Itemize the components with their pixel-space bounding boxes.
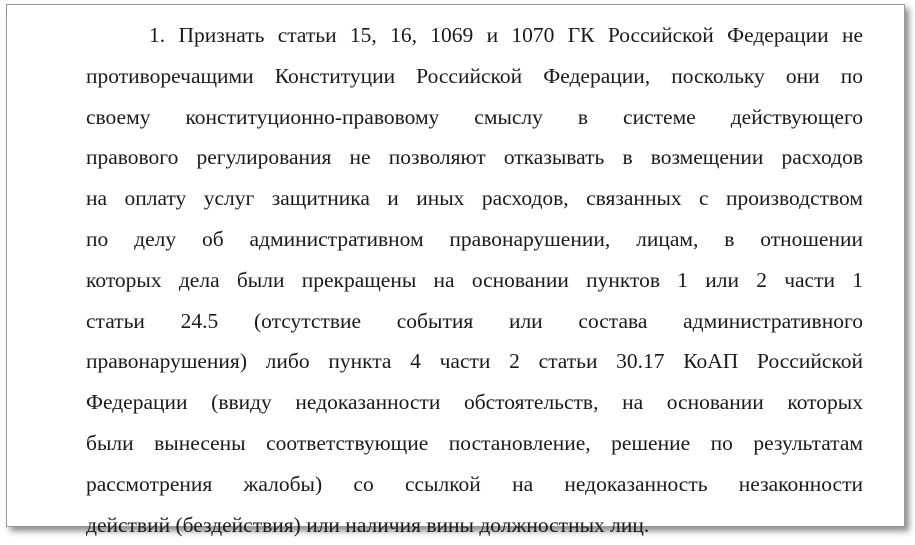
text-line: действий (бездействия) или наличия вины должностных лиц.	[86, 512, 650, 537]
text-line: противоречащими Конституции Российской Федерации, поскольку они по	[86, 63, 863, 88]
text-line: которых дела были прекращены на основании пунктов 1 или 2 части 1	[86, 267, 863, 292]
document-frame	[6, 4, 905, 537]
text-line: рассмотрения жалобы) со ссылкой на недоказанность незаконности	[86, 471, 863, 496]
text-line: Федерации (ввиду недоказанности обстоятельств, на основании которых	[86, 390, 863, 415]
text-line: правонарушения) либо пункта 4 части 2 статьи 30.17 КоАП Российской	[86, 349, 863, 374]
text-line: были вынесены соответствующие постановление, решение по результатам	[86, 430, 863, 455]
text-line: правового регулирования не позволяют отказывать в возмещении расходов	[86, 145, 863, 170]
text-line: на оплату услуг защитника и иных расходов, связанных с производством	[86, 186, 863, 211]
text-line: статьи 24.5 (отсутствие события или состава административного	[86, 308, 863, 333]
document-paragraph	[86, 15, 863, 545]
text-line: по делу об административном правонарушении, лицам, в отношении	[86, 226, 863, 251]
text-line: своему конституционно-правовому смыслу в системе действующего	[86, 104, 863, 129]
text-line: 1. Признать статьи 15, 16, 1069 и 1070 ГК Российской Федерации не	[149, 23, 863, 47]
